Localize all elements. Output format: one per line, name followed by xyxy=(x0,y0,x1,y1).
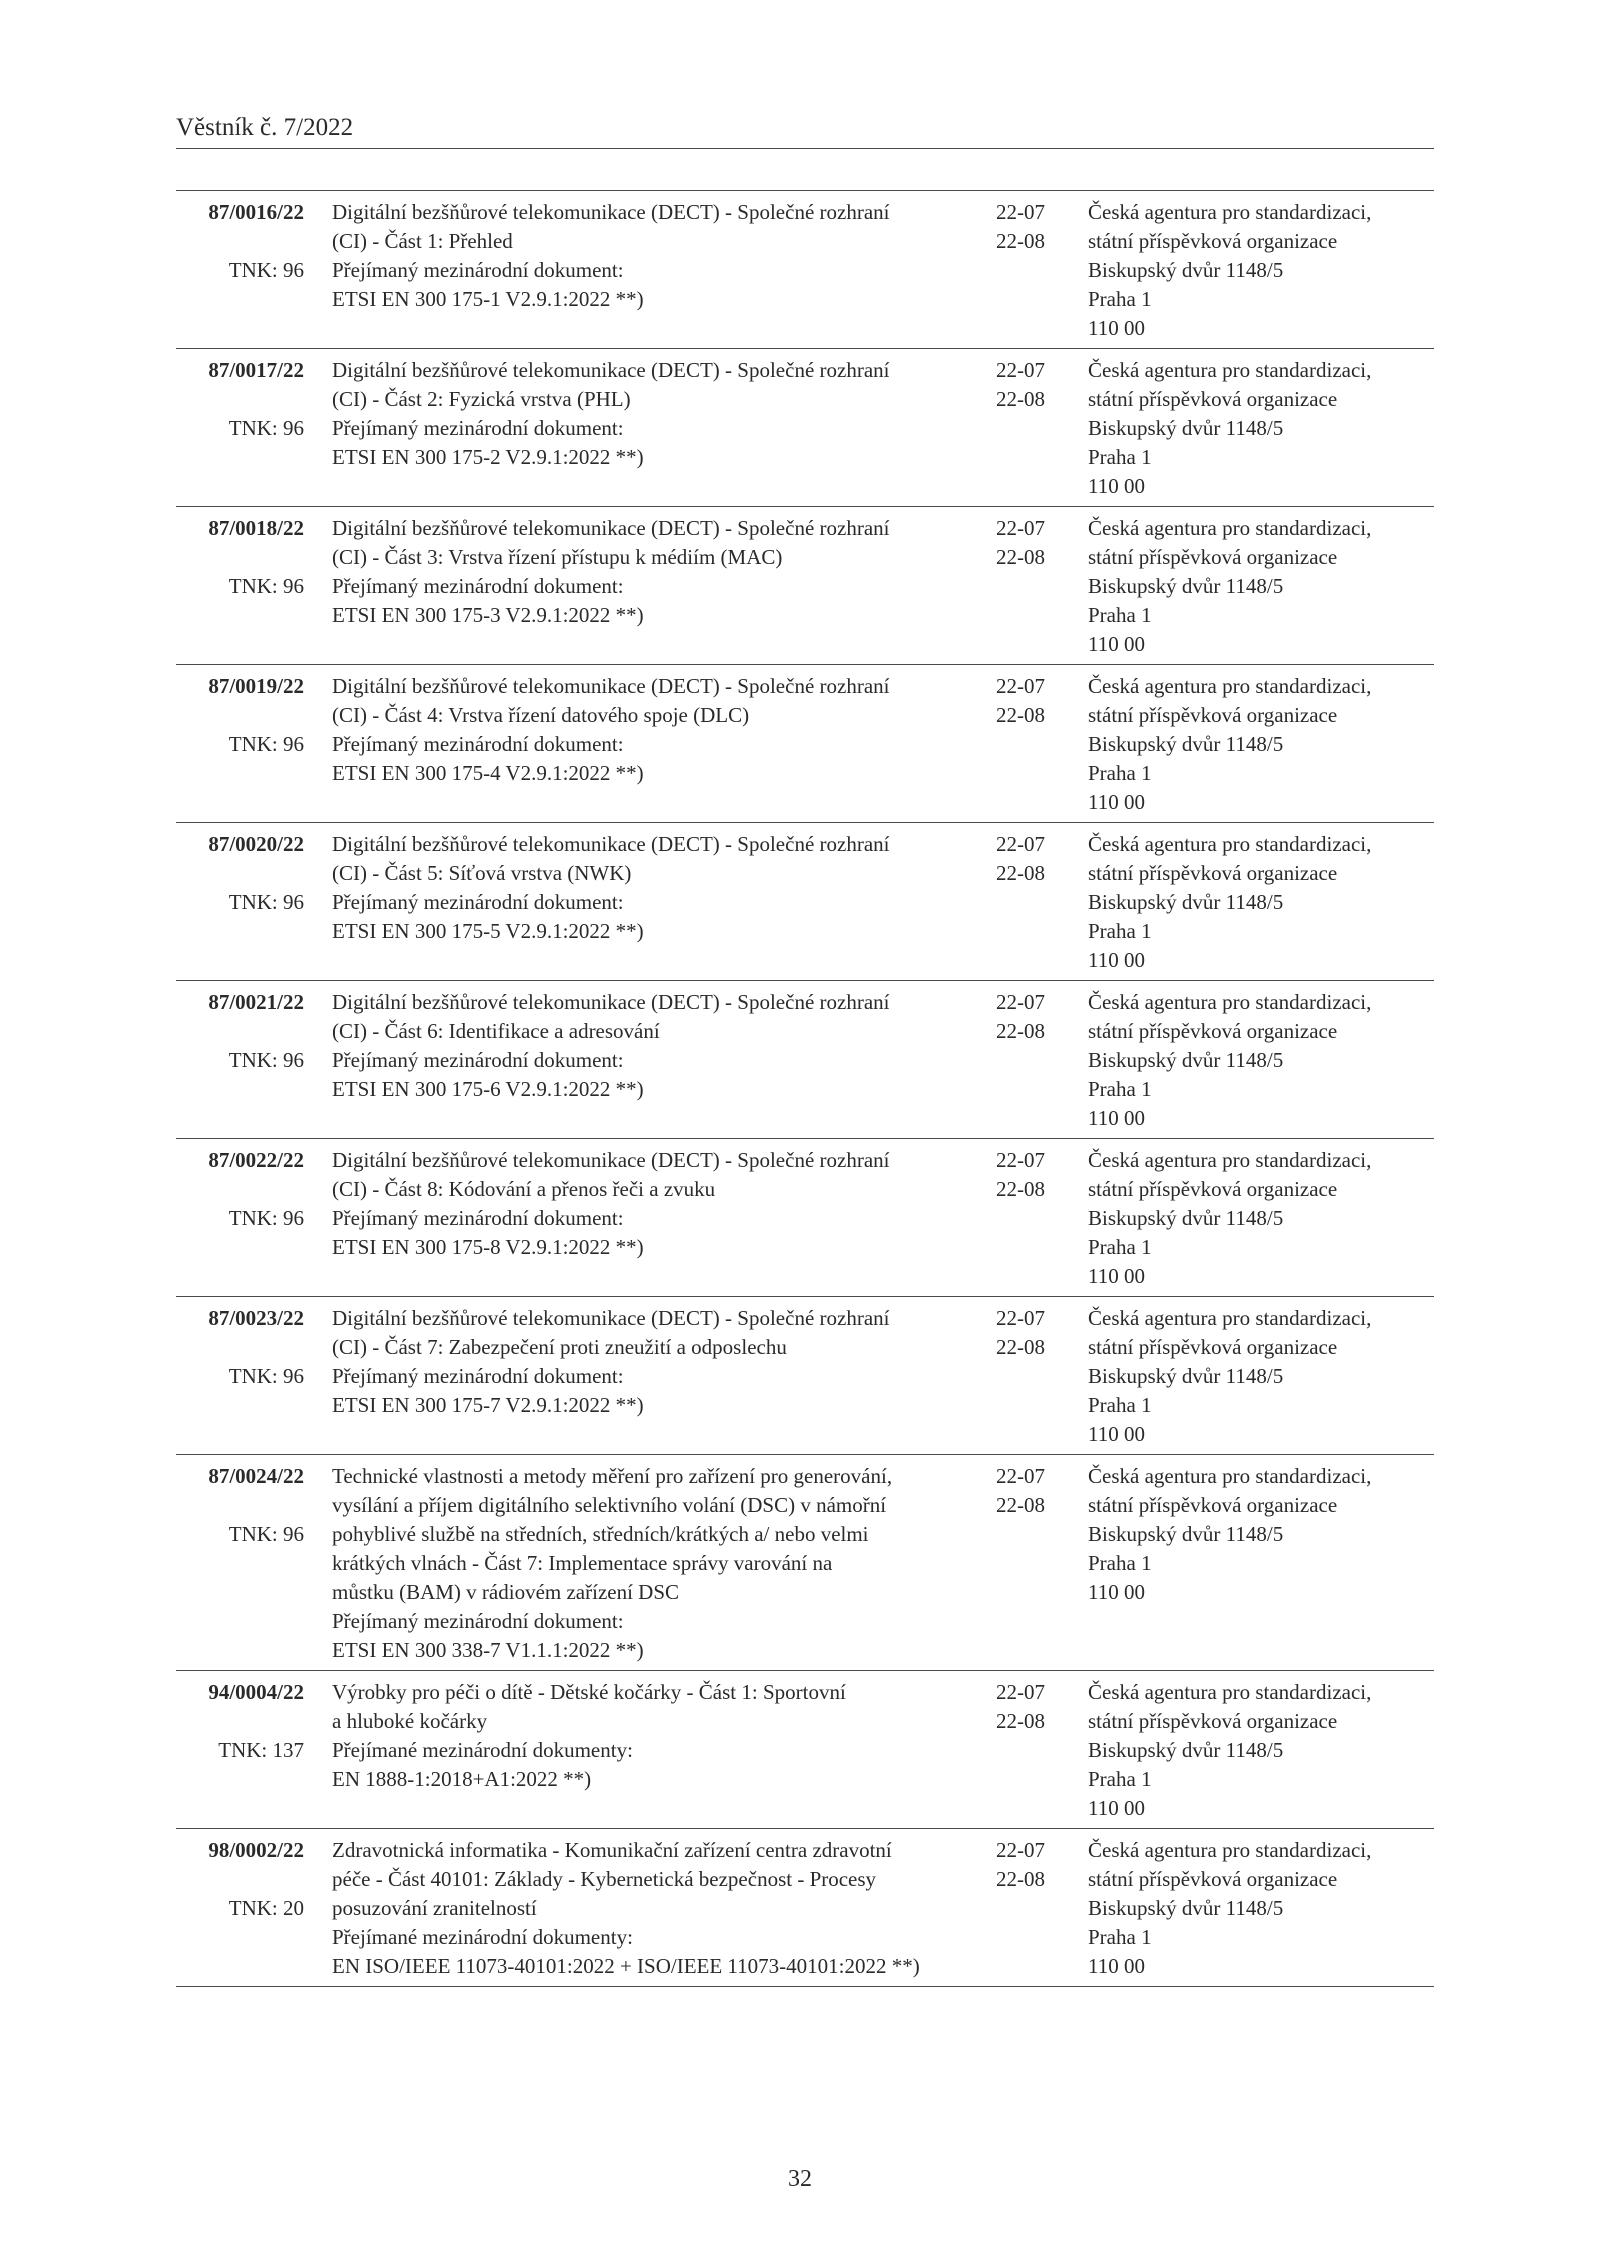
description-line: ETSI EN 300 175-6 V2.9.1:2022 **) xyxy=(332,1077,644,1101)
date-value: 22-07 xyxy=(996,1838,1045,1862)
address-line: Biskupský dvůr 1148/5 xyxy=(1088,1738,1284,1762)
description-line: Přejímané mezinárodní dokumenty: xyxy=(332,1925,633,1949)
description-line: (CI) - Část 1: Přehled xyxy=(332,229,513,253)
entry-tnk: TNK: 96 xyxy=(228,732,304,756)
description-line: Digitální bezšňůrové telekomunikace (DECT) - Společné rozhraní xyxy=(332,832,890,856)
description-line: (CI) - Část 7: Zabezpečení proti zneužití a odposlechu xyxy=(332,1335,787,1359)
entry-dates xyxy=(996,1146,1076,1291)
description-line: ETSI EN 300 175-7 V2.9.1:2022 **) xyxy=(332,1393,644,1417)
entry-dates xyxy=(996,356,1076,501)
entry-tnk: TNK: 96 xyxy=(228,1522,304,1546)
entry-id-cell xyxy=(176,830,304,975)
table-row xyxy=(176,349,1434,507)
entry-description xyxy=(332,1462,980,1665)
address-line: 110 00 xyxy=(1088,790,1145,814)
address-line: státní příspěvková organizace xyxy=(1088,1867,1338,1891)
address-line: 110 00 xyxy=(1088,632,1145,656)
address-line: Česká agentura pro standardizaci, xyxy=(1088,516,1372,540)
date-value: 22-07 xyxy=(996,674,1045,698)
address-line: Biskupský dvůr 1148/5 xyxy=(1088,1364,1284,1388)
entry-description xyxy=(332,1836,980,1981)
entry-number: 87/0022/22 xyxy=(208,1148,304,1172)
address-line: Praha 1 xyxy=(1088,1925,1152,1949)
description-line: a hluboké kočárky xyxy=(332,1709,488,1733)
description-line: ETSI EN 300 175-8 V2.9.1:2022 **) xyxy=(332,1235,644,1259)
address-line: Česká agentura pro standardizaci, xyxy=(1088,1680,1372,1704)
description-line: ETSI EN 300 338-7 V1.1.1:2022 **) xyxy=(332,1638,644,1662)
entry-id-cell xyxy=(176,514,304,659)
address-line: 110 00 xyxy=(1088,1106,1145,1130)
address-line: státní příspěvková organizace xyxy=(1088,1335,1338,1359)
table-row xyxy=(176,823,1434,981)
address-line: Praha 1 xyxy=(1088,287,1152,311)
entry-tnk: TNK: 96 xyxy=(228,1364,304,1388)
entry-description xyxy=(332,356,980,501)
entry-address xyxy=(1088,356,1448,501)
description-line: ETSI EN 300 175-1 V2.9.1:2022 **) xyxy=(332,287,644,311)
entry-address xyxy=(1088,1146,1448,1291)
address-line: Česká agentura pro standardizaci, xyxy=(1088,1838,1372,1862)
address-line: Česká agentura pro standardizaci, xyxy=(1088,674,1372,698)
entry-dates xyxy=(996,1678,1076,1823)
address-line: Praha 1 xyxy=(1088,1767,1152,1791)
address-line: Praha 1 xyxy=(1088,1077,1152,1101)
address-line: Praha 1 xyxy=(1088,919,1152,943)
address-line: 110 00 xyxy=(1088,1580,1145,1604)
entry-tnk: TNK: 96 xyxy=(228,258,304,282)
entry-number: 87/0024/22 xyxy=(208,1464,304,1488)
address-line: Česká agentura pro standardizaci, xyxy=(1088,832,1372,856)
address-line: 110 00 xyxy=(1088,1954,1145,1978)
description-line: EN ISO/IEEE 11073-40101:2022 + ISO/IEEE 11073-40101:2022 **) xyxy=(332,1954,920,1978)
description-line: Digitální bezšňůrové telekomunikace (DECT) - Společné rozhraní xyxy=(332,1306,890,1330)
address-line: Praha 1 xyxy=(1088,445,1152,469)
table-row xyxy=(176,1139,1434,1297)
table-row xyxy=(176,191,1434,349)
entry-description xyxy=(332,672,980,817)
description-line: (CI) - Část 8: Kódování a přenos řeči a zvuku xyxy=(332,1177,716,1201)
entry-id-cell xyxy=(176,672,304,817)
description-line: Přejímaný mezinárodní dokument: xyxy=(332,1048,624,1072)
date-value: 22-07 xyxy=(996,1148,1045,1172)
address-line: státní příspěvková organizace xyxy=(1088,1019,1338,1043)
entry-dates xyxy=(996,988,1076,1133)
entry-description xyxy=(332,1146,980,1291)
address-line: Biskupský dvůr 1148/5 xyxy=(1088,1206,1284,1230)
entry-dates xyxy=(996,1304,1076,1449)
entry-tnk: TNK: 96 xyxy=(228,574,304,598)
entry-address xyxy=(1088,514,1448,659)
entry-tnk: TNK: 137 xyxy=(218,1738,304,1762)
entry-dates xyxy=(996,672,1076,817)
entry-dates xyxy=(996,1836,1076,1981)
address-line: 110 00 xyxy=(1088,948,1145,972)
entry-address xyxy=(1088,988,1448,1133)
entry-dates xyxy=(996,830,1076,975)
date-value: 22-08 xyxy=(996,1867,1045,1891)
description-line: můstku (BAM) v rádiovém zařízení DSC xyxy=(332,1580,680,1604)
entry-tnk: TNK: 96 xyxy=(228,416,304,440)
date-value: 22-08 xyxy=(996,1335,1045,1359)
entry-number: 87/0019/22 xyxy=(208,674,304,698)
entry-tnk: TNK: 20 xyxy=(228,1896,304,1920)
entry-tnk: TNK: 96 xyxy=(228,1206,304,1230)
entry-dates xyxy=(996,1462,1076,1665)
table-row xyxy=(176,507,1434,665)
entry-tnk: TNK: 96 xyxy=(228,890,304,914)
entry-address xyxy=(1088,1678,1448,1823)
entry-number: 87/0021/22 xyxy=(208,990,304,1014)
description-line: (CI) - Část 5: Síťová vrstva (NWK) xyxy=(332,861,632,885)
address-line: Praha 1 xyxy=(1088,761,1152,785)
address-line: Praha 1 xyxy=(1088,603,1152,627)
entry-address xyxy=(1088,1304,1448,1449)
date-value: 22-07 xyxy=(996,990,1045,1014)
table-row xyxy=(176,665,1434,823)
address-line: státní příspěvková organizace xyxy=(1088,1493,1338,1517)
entry-id-cell xyxy=(176,356,304,501)
date-value: 22-08 xyxy=(996,545,1045,569)
description-line: vysílání a příjem digitálního selektivního volání (DSC) v námořní xyxy=(332,1493,887,1517)
description-line: Přejímaný mezinárodní dokument: xyxy=(332,890,624,914)
entry-number: 98/0002/22 xyxy=(208,1838,304,1862)
address-line: státní příspěvková organizace xyxy=(1088,861,1338,885)
description-line: Přejímaný mezinárodní dokument: xyxy=(332,1206,624,1230)
description-line: Přejímaný mezinárodní dokument: xyxy=(332,1364,624,1388)
address-line: Česká agentura pro standardizaci, xyxy=(1088,358,1372,382)
entry-tnk: TNK: 96 xyxy=(228,1048,304,1072)
entry-number: 87/0017/22 xyxy=(208,358,304,382)
entry-number: 87/0018/22 xyxy=(208,516,304,540)
address-line: Praha 1 xyxy=(1088,1235,1152,1259)
date-value: 22-07 xyxy=(996,1680,1045,1704)
address-line: Biskupský dvůr 1148/5 xyxy=(1088,258,1284,282)
description-line: (CI) - Část 4: Vrstva řízení datového spoje (DLC) xyxy=(332,703,750,727)
address-line: 110 00 xyxy=(1088,1422,1145,1446)
entry-description xyxy=(332,830,980,975)
entry-id-cell xyxy=(176,1836,304,1981)
entry-id-cell xyxy=(176,1678,304,1823)
entry-dates xyxy=(996,514,1076,659)
date-value: 22-08 xyxy=(996,1019,1045,1043)
table-row xyxy=(176,1455,1434,1671)
address-line: státní příspěvková organizace xyxy=(1088,703,1338,727)
entry-number: 87/0020/22 xyxy=(208,832,304,856)
entry-number: 87/0023/22 xyxy=(208,1306,304,1330)
entry-address xyxy=(1088,672,1448,817)
address-line: Česká agentura pro standardizaci, xyxy=(1088,1148,1372,1172)
address-line: státní příspěvková organizace xyxy=(1088,387,1338,411)
date-value: 22-07 xyxy=(996,1306,1045,1330)
entry-description xyxy=(332,988,980,1133)
description-line: Zdravotnická informatika - Komunikační zařízení centra zdravotní xyxy=(332,1838,892,1862)
page-title: Věstník č. 7/2022 xyxy=(176,114,354,141)
entry-id-cell xyxy=(176,988,304,1133)
address-line: Česká agentura pro standardizaci, xyxy=(1088,1306,1372,1330)
description-line: Přejímaný mezinárodní dokument: xyxy=(332,258,624,282)
entry-id-cell xyxy=(176,1462,304,1665)
table-row xyxy=(176,1297,1434,1455)
date-value: 22-08 xyxy=(996,387,1045,411)
entry-id-cell xyxy=(176,1146,304,1291)
entry-description xyxy=(332,1304,980,1449)
entry-id-cell xyxy=(176,198,304,343)
address-line: Biskupský dvůr 1148/5 xyxy=(1088,1522,1284,1546)
date-value: 22-07 xyxy=(996,358,1045,382)
address-line: Biskupský dvůr 1148/5 xyxy=(1088,1048,1284,1072)
description-line: Přejímaný mezinárodní dokument: xyxy=(332,1609,624,1633)
date-value: 22-08 xyxy=(996,1177,1045,1201)
address-line: 110 00 xyxy=(1088,474,1145,498)
address-line: Biskupský dvůr 1148/5 xyxy=(1088,416,1284,440)
address-line: Praha 1 xyxy=(1088,1551,1152,1575)
entry-description xyxy=(332,198,980,343)
date-value: 22-08 xyxy=(996,703,1045,727)
entry-description xyxy=(332,1678,980,1823)
description-line: Přejímaný mezinárodní dokument: xyxy=(332,416,624,440)
address-line: 110 00 xyxy=(1088,1264,1145,1288)
entry-description xyxy=(332,514,980,659)
entry-address xyxy=(1088,1836,1448,1981)
address-line: Biskupský dvůr 1148/5 xyxy=(1088,890,1284,914)
description-line: pohyblivé službě na středních, středních/krátkých a/ nebo velmi xyxy=(332,1522,869,1546)
entry-address xyxy=(1088,830,1448,975)
entry-number: 94/0004/22 xyxy=(208,1680,304,1704)
date-value: 22-08 xyxy=(996,1709,1045,1733)
date-value: 22-08 xyxy=(996,229,1045,253)
description-line: ETSI EN 300 175-2 V2.9.1:2022 **) xyxy=(332,445,644,469)
description-line: Přejímaný mezinárodní dokument: xyxy=(332,574,624,598)
table-row xyxy=(176,1671,1434,1829)
description-line: (CI) - Část 2: Fyzická vrstva (PHL) xyxy=(332,387,631,411)
description-line: Přejímané mezinárodní dokumenty: xyxy=(332,1738,633,1762)
address-line: státní příspěvková organizace xyxy=(1088,229,1338,253)
date-value: 22-08 xyxy=(996,861,1045,885)
address-line: státní příspěvková organizace xyxy=(1088,545,1338,569)
page-number: 32 xyxy=(788,2166,812,2192)
address-line: 110 00 xyxy=(1088,316,1145,340)
address-line: Biskupský dvůr 1148/5 xyxy=(1088,574,1284,598)
description-line: (CI) - Část 3: Vrstva řízení přístupu k médiím (MAC) xyxy=(332,545,783,569)
description-line: Digitální bezšňůrové telekomunikace (DECT) - Společné rozhraní xyxy=(332,516,890,540)
page-header xyxy=(176,112,1434,149)
address-line: Česká agentura pro standardizaci, xyxy=(1088,200,1372,224)
description-line: krátkých vlnách - Část 7: Implementace správy varování na xyxy=(332,1551,833,1575)
description-line: Digitální bezšňůrové telekomunikace (DECT) - Společné rozhraní xyxy=(332,200,890,224)
date-value: 22-08 xyxy=(996,1493,1045,1517)
address-line: Biskupský dvůr 1148/5 xyxy=(1088,1896,1284,1920)
address-line: 110 00 xyxy=(1088,1796,1145,1820)
table-row xyxy=(176,1829,1434,1987)
entry-id-cell xyxy=(176,1304,304,1449)
description-line: Technické vlastnosti a metody měření pro zařízení pro generování, xyxy=(332,1464,893,1488)
description-line: (CI) - Část 6: Identifikace a adresování xyxy=(332,1019,660,1043)
address-line: státní příspěvková organizace xyxy=(1088,1709,1338,1733)
address-line: Biskupský dvůr 1148/5 xyxy=(1088,732,1284,756)
standards-table xyxy=(176,190,1434,1987)
description-line: Přejímaný mezinárodní dokument: xyxy=(332,732,624,756)
address-line: Praha 1 xyxy=(1088,1393,1152,1417)
date-value: 22-07 xyxy=(996,516,1045,540)
table-row xyxy=(176,981,1434,1139)
address-line: státní příspěvková organizace xyxy=(1088,1177,1338,1201)
entry-dates xyxy=(996,198,1076,343)
date-value: 22-07 xyxy=(996,1464,1045,1488)
description-line: Digitální bezšňůrové telekomunikace (DECT) - Společné rozhraní xyxy=(332,990,890,1014)
description-line: posuzování zranitelností xyxy=(332,1896,537,1920)
description-line: Digitální bezšňůrové telekomunikace (DECT) - Společné rozhraní xyxy=(332,358,890,382)
description-line: péče - Část 40101: Základy - Kybernetická bezpečnost - Procesy xyxy=(332,1867,877,1891)
date-value: 22-07 xyxy=(996,200,1045,224)
description-line: Výrobky pro péči o dítě - Dětské kočárky - Část 1: Sportovní xyxy=(332,1680,846,1704)
description-line: ETSI EN 300 175-3 V2.9.1:2022 **) xyxy=(332,603,644,627)
date-value: 22-07 xyxy=(996,832,1045,856)
description-line: ETSI EN 300 175-5 V2.9.1:2022 **) xyxy=(332,919,644,943)
description-line: Digitální bezšňůrové telekomunikace (DECT) - Společné rozhraní xyxy=(332,1148,890,1172)
address-line: Česká agentura pro standardizaci, xyxy=(1088,1464,1372,1488)
entry-number: 87/0016/22 xyxy=(208,200,304,224)
entry-address xyxy=(1088,1462,1448,1665)
entry-address xyxy=(1088,198,1448,343)
address-line: Česká agentura pro standardizaci, xyxy=(1088,990,1372,1014)
description-line: EN 1888-1:2018+A1:2022 **) xyxy=(332,1767,592,1791)
description-line: Digitální bezšňůrové telekomunikace (DECT) - Společné rozhraní xyxy=(332,674,890,698)
description-line: ETSI EN 300 175-4 V2.9.1:2022 **) xyxy=(332,761,644,785)
